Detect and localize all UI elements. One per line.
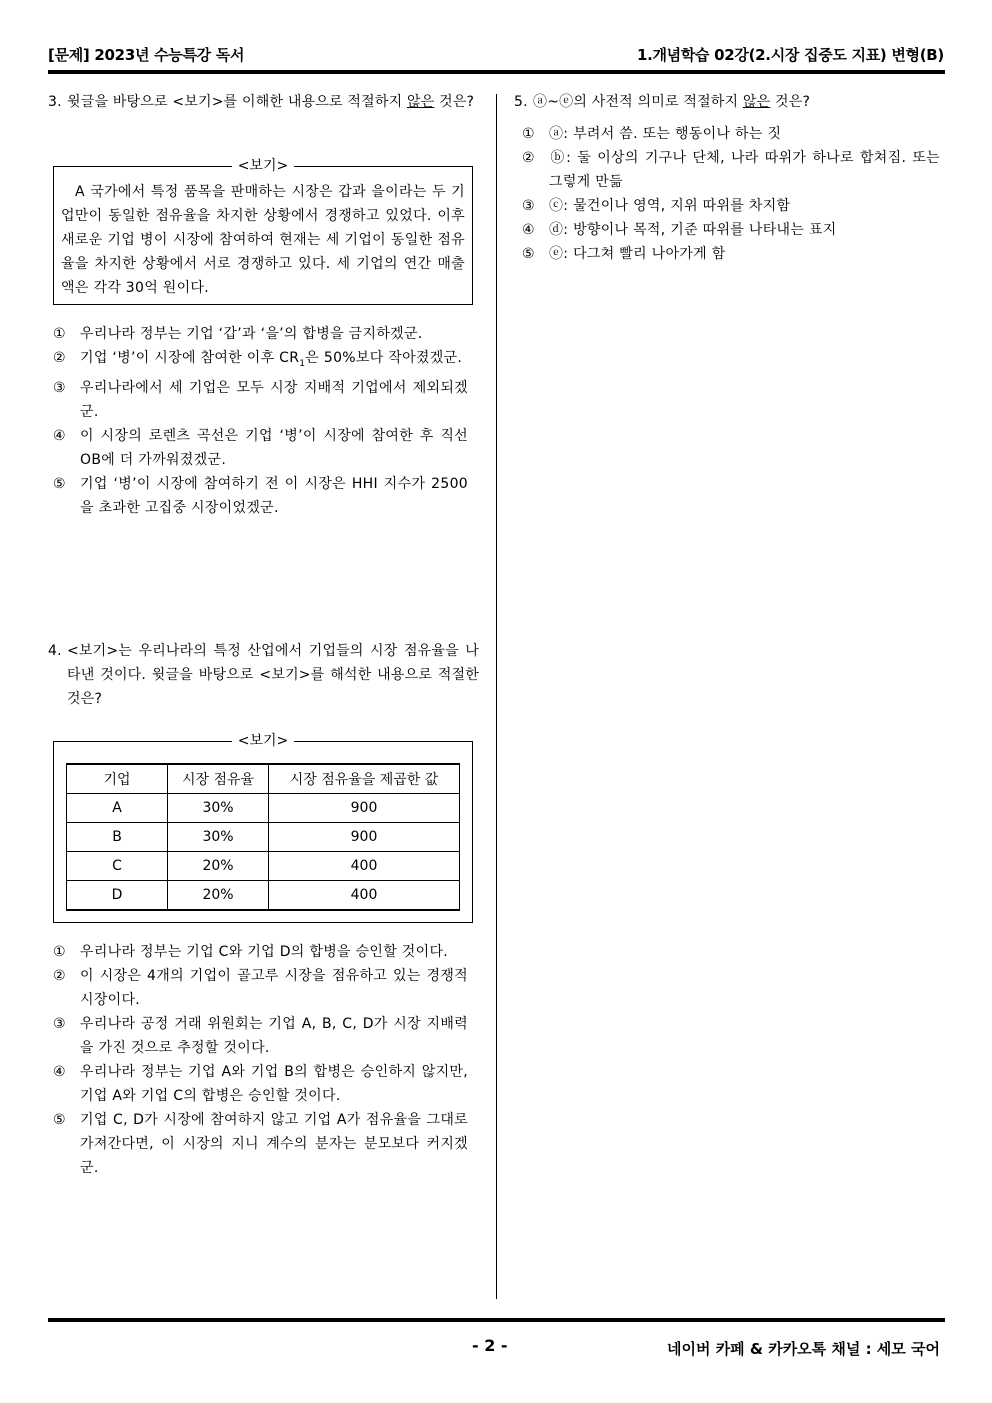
table-header: 기업 <box>67 764 168 794</box>
footer-credit: 네이버 카페 & 카카오톡 채널 : 세모 국어 <box>667 1340 940 1358</box>
question-3-bogi-box <box>53 158 473 305</box>
underlined-word: 않은 <box>406 94 435 110</box>
table-row <box>67 852 460 881</box>
table-cell: 400 <box>269 881 460 911</box>
option-5[interactable]: ⑤ 기업 ‘병’이 시장에 참여하기 전 이 시장은 HHI 지수가 2500을 초과한 고집중 시장이었겠군. <box>53 475 468 516</box>
table-cell: B <box>67 823 168 852</box>
table-header: 시장 점유율을 제곱한 값 <box>269 764 460 794</box>
table-cell: 20% <box>168 881 269 911</box>
header-title: [문제] 2023년 수능특강 독서 <box>48 46 245 64</box>
table-cell: 30% <box>168 823 269 852</box>
option-4[interactable]: ④ 이 시장의 로렌츠 곡선은 기업 ‘병’이 시장에 참여한 후 직선 OB에 더 가까워졌겠군. <box>53 427 468 468</box>
question-3-options <box>53 322 468 520</box>
table-header: 시장 점유율 <box>168 764 269 794</box>
option-2[interactable]: ② ⓑ: 둘 이상의 기구나 단체, 나라 따위가 하나로 합쳐짐. 또는 그렇게 만듦 <box>522 150 940 190</box>
option-3[interactable]: ③ ⓒ: 물건이나 영역, 지위 따위를 차지함 <box>522 198 791 214</box>
table-row <box>67 881 460 911</box>
question-4-options <box>53 940 468 1180</box>
question-3 <box>48 90 479 114</box>
question-4-number: 4. <box>48 643 62 659</box>
option-3[interactable]: ③ 우리나라 공정 거래 위원회는 기업 A, B, C, D가 시장 지배력을 가진 것으로 추정할 것이다. <box>53 1016 468 1056</box>
option-3[interactable]: ③ 우리나라에서 세 기업은 모두 시장 지배적 기업에서 제외되겠군. <box>53 379 468 420</box>
header-rule <box>48 70 945 74</box>
question-3-stem: 3. 윗글을 바탕으로 <보기>를 이해한 내용으로 적절하지 않은 것은? <box>48 90 479 114</box>
option-4[interactable]: ④ ⓓ: 방향이나 목적, 기준 따위를 나타내는 표지 <box>522 222 837 238</box>
table-header-row <box>67 764 460 794</box>
option-1[interactable]: ① 우리나라 정부는 기업 ‘갑’과 ‘을’의 합병을 금지하겠군. <box>53 326 423 342</box>
question-5 <box>514 90 939 114</box>
bogi-label: <보기> <box>54 155 472 177</box>
table-cell: 30% <box>168 794 269 823</box>
table-cell: A <box>67 794 168 823</box>
table-row <box>67 794 460 823</box>
underlined-word: 않은 <box>742 94 771 110</box>
question-5-stem: 5. ⓐ~ⓔ의 사전적 의미로 적절하지 않은 것은? <box>514 90 939 114</box>
table-cell: 400 <box>269 852 460 881</box>
footer-rule <box>48 1318 945 1322</box>
option-5[interactable]: ⑤ 기업 C, D가 시장에 참여하지 않고 기업 A가 점유율을 그대로 가져간다면, 이 시장의 지니 계수의 분자는 분모보다 커지겠군. <box>53 1112 468 1176</box>
question-3-number: 3. <box>48 94 62 110</box>
question-5-number: 5. <box>514 94 528 110</box>
bogi-label: <보기> <box>54 730 472 752</box>
option-2[interactable]: ② 이 시장은 4개의 기업이 골고루 시장을 점유하고 있는 경쟁적 시장이다. <box>53 968 468 1008</box>
question-4-bogi-box <box>53 733 473 923</box>
option-1[interactable]: ① 우리나라 정부는 기업 C와 기업 D의 합병을 승인할 것이다. <box>53 944 449 960</box>
table-cell: 900 <box>269 823 460 852</box>
market-share-table <box>66 763 460 911</box>
table-row <box>67 823 460 852</box>
header-subtitle: 1.개념학습 02강(2.시장 집중도 지표) 변형(B) <box>636 46 944 64</box>
question-4-stem: 4. <보기>는 우리나라의 특정 산업에서 기업들의 시장 점유율을 나타낸 것이다. 윗글을 바탕으로 <보기>를 해석한 내용으로 적절한 것은? <box>48 639 479 711</box>
table-cell: D <box>67 881 168 911</box>
column-divider <box>496 94 497 1299</box>
table-cell: C <box>67 852 168 881</box>
question-5-options <box>522 122 940 266</box>
table-cell: 900 <box>269 794 460 823</box>
table-cell: 20% <box>168 852 269 881</box>
option-4[interactable]: ④ 우리나라 정부는 기업 A와 기업 B의 합병은 승인하지 않지만, 기업 A와 기업 C의 합병은 승인할 것이다. <box>53 1064 468 1104</box>
option-5[interactable]: ⑤ ⓔ: 다그쳐 빨리 나아가게 함 <box>522 246 726 262</box>
option-2[interactable]: ② 기업 ‘병’이 시장에 참여한 이후 $CR_1$은 50%보다 작아졌겠군. <box>53 350 463 369</box>
question-4 <box>48 639 479 711</box>
bogi-text: A 국가에서 특정 품목을 판매하는 시장은 갑과 을이라는 두 기업만이 동일한 점유율을 차지한 상황에서 경쟁하고 있었다. 이후 새로운 기업 병이 시장에 참여하여 현재는 세 기업이 동일한 점유율을 차지한 상황에서 서로 경쟁하고 있다. 세 기업의 연간 매출액은 각각 30억 원이다. <box>61 184 465 296</box>
option-1[interactable]: ① ⓐ: 부려서 씀. 또는 행동이나 하는 짓 <box>522 126 782 142</box>
page-number: - 2 - <box>472 1336 508 1355</box>
